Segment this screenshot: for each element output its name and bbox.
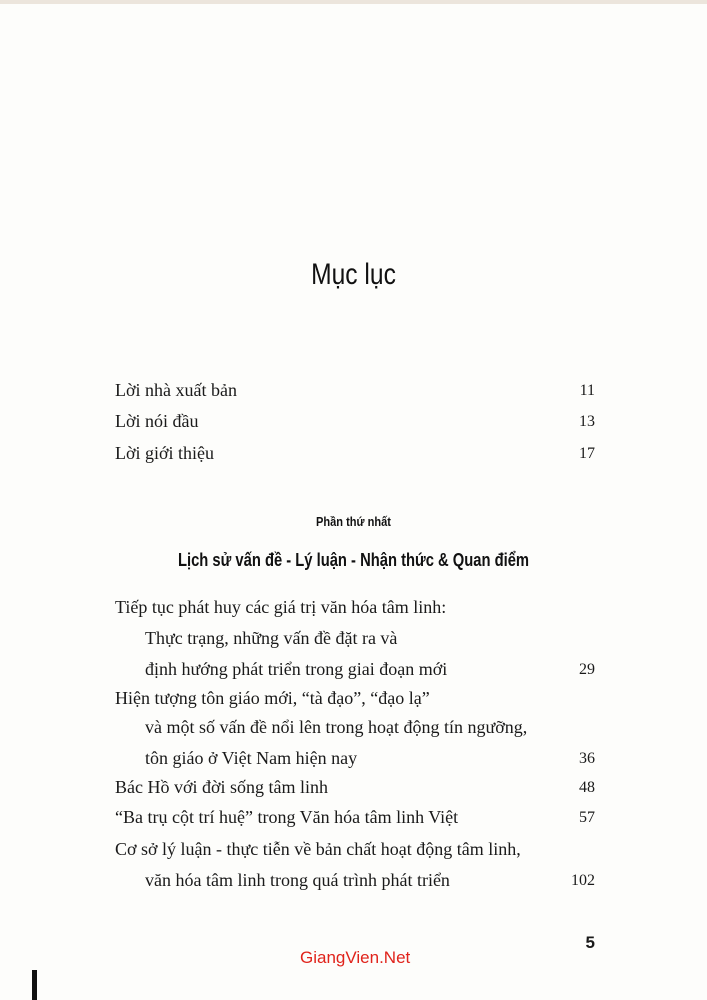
page-title: Mục lục — [311, 258, 396, 291]
toc-entry-1-line-2: Thực trạng, những vấn đề đặt ra và — [145, 628, 398, 648]
part-title: Lịch sử vấn đề - Lý luận - Nhận thức & Quan điểm — [177, 550, 530, 570]
page-number: 5 — [585, 933, 595, 952]
toc-entry-5-page: 102 — [571, 872, 595, 889]
part-label: Phần thứ nhất — [316, 514, 391, 529]
toc-entry-2-line-1: Hiện tượng tôn giáo mới, “tà đạo”, “đạo lạ” — [115, 688, 430, 708]
watermark: GiangVien.Net — [300, 948, 411, 967]
toc-page-front-3: 17 — [579, 445, 595, 462]
toc-entry-2-line-3: tôn giáo ở Việt Nam hiện nay — [145, 748, 358, 768]
toc-entry-2-line-2: và một số vấn đề nổi lên trong hoạt động tín ngưỡng, — [145, 717, 528, 737]
toc-entry-2-page: 36 — [579, 750, 595, 767]
toc-entry-1-page: 29 — [579, 661, 595, 678]
toc-entry-1-line-3: định hướng phát triển trong giai đoạn mới — [145, 659, 448, 679]
toc-entry-3-line-1: Bác Hồ với đời sống tâm linh — [115, 777, 329, 797]
scan-edge-mark — [32, 970, 37, 1000]
toc-entry-5-line-1: Cơ sở lý luận - thực tiễn về bản chất hoạt động tâm linh, — [115, 839, 521, 859]
toc-entry-3-page: 48 — [579, 779, 595, 796]
toc-entry-5-line-2: văn hóa tâm linh trong quá trình phát triển — [145, 870, 450, 890]
toc-entry-4-line-1: “Ba trụ cột trí huệ” trong Văn hóa tâm linh Việt — [115, 807, 459, 827]
toc-entry-front-2: Lời nói đầu — [115, 411, 199, 431]
toc-entry-front-1: Lời nhà xuất bản — [115, 380, 237, 400]
toc-entry-1-line-1: Tiếp tục phát huy các giá trị văn hóa tâm linh: — [115, 597, 447, 617]
toc-entry-4-page: 57 — [579, 809, 595, 826]
toc-page-front-2: 13 — [579, 413, 595, 430]
toc-entry-front-3: Lời giới thiệu — [115, 443, 215, 463]
page-top-edge — [0, 0, 707, 4]
toc-page-front-1: 11 — [579, 382, 595, 399]
